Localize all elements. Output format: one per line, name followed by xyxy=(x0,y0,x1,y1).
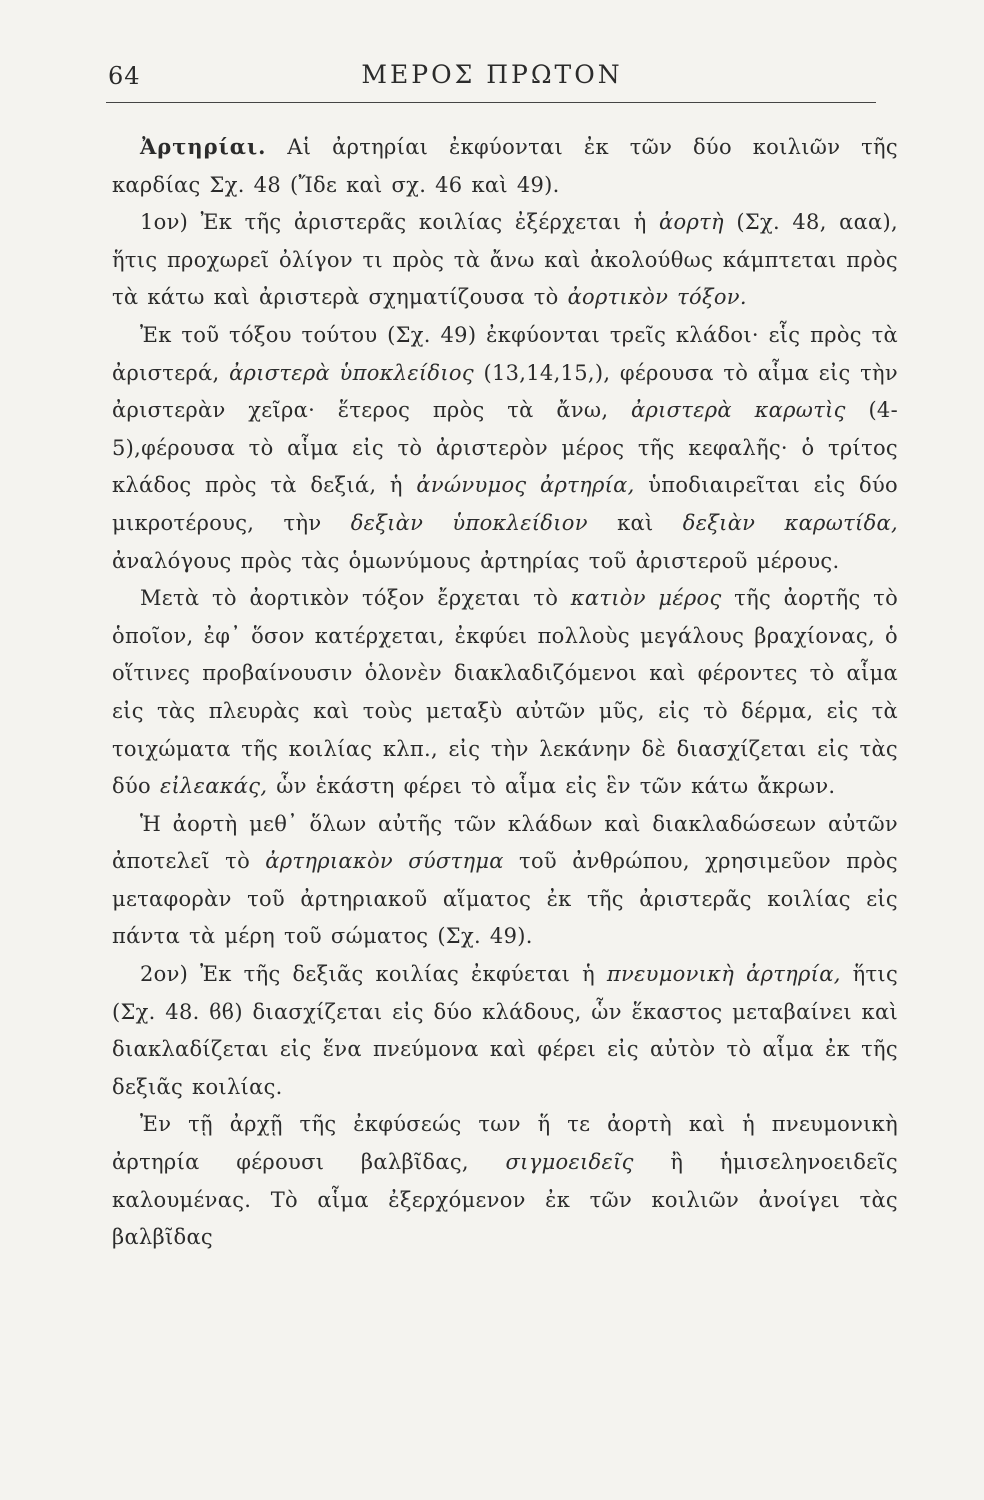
emphasis-term: ἀορτὴ xyxy=(659,210,724,235)
emphasis-term: εἰλεακάς, xyxy=(159,774,268,799)
paragraph-text: ὧν ἑκάστη φέρει τὸ αἷμα εἰς ἓν τῶν κάτω ἄκρων. xyxy=(267,774,836,799)
body-text xyxy=(112,128,898,1257)
paragraph-text: τοῦ ἀνθρώπου, χρησιμεῦον πρὸς μεταφορὰν τοῦ ἀρτηριακοῦ αἵματος ἐκ τῆς ἀριστερᾶς κοιλίας εἰς πάντα τὰ μέρη τοῦ σώματος (Σχ. 49). xyxy=(112,849,898,949)
emphasis-term: σιγμοειδεῖς xyxy=(505,1150,634,1175)
paragraph-arterial-system xyxy=(112,806,898,956)
paragraph-text: ὑποδιαιρεῖται εἰς δύο μικροτέρους, τὴν xyxy=(112,473,898,535)
header-rule xyxy=(106,102,876,103)
paragraph-text: (4-5),φέρουσα τὸ αἷμα εἰς τὸ ἀριστερὸν μέρος τῆς κεφαλῆς· ὁ τρίτος κλάδος πρὸς τὰ δεξιά, ἡ xyxy=(112,398,898,498)
page-number: 64 xyxy=(108,62,141,90)
emphasis-term: ἀριστερὰ ὑποκλείδιος xyxy=(229,360,474,385)
paragraph-text: ἢ ἡμισεληνοειδεῖς καλουμένας. Τὸ αἷμα ἐξερχόμενον ἐκ τῶν κοιλιῶν ἀνοίγει τὰς βαλβῖδας xyxy=(112,1150,898,1250)
emphasis-term: δεξιὰν ὑποκλείδιον xyxy=(350,510,588,535)
paragraph-text: ἀναλόγους πρὸς τὰς ὁμωνύμους ἀρτηρίας τοῦ ἀριστεροῦ μέρους. xyxy=(112,548,840,573)
paragraph-aorta xyxy=(112,204,898,317)
paragraph-aortic-arch xyxy=(112,317,898,580)
paragraph-descending-aorta xyxy=(112,580,898,806)
paragraph-text: Ἐν τῇ ἀρχῇ τῆς ἐκφύσεώς των ἥ τε ἀορτὴ καὶ ἡ πνευμονικὴ ἀρτηρία φέρουσι βαλβῖδας, xyxy=(112,1112,898,1175)
emphasis-term: πνευμονικὴ ἀρτηρία, xyxy=(606,962,841,987)
paragraph-valves xyxy=(112,1106,898,1256)
emphasis-term: ἀρτηριακὸν σύστημα xyxy=(265,849,504,874)
paragraph-text: 2ον) Ἐκ τῆς δεξιᾶς κοιλίας ἐκφύεται ἡ xyxy=(140,962,607,987)
section-heading: Ἀρτηρίαι. xyxy=(140,134,267,159)
paragraph-pulmonary-artery xyxy=(112,956,898,1106)
paragraph-text: Ἡ ἀορτὴ μεθ᾽ ὅλων αὐτῆς τῶν κλάδων καὶ διακλαδώσεων αὐτῶν ἀποτελεῖ τὸ xyxy=(112,811,898,874)
paragraph-arteries-intro xyxy=(112,128,898,204)
paragraph-text: τῆς ἀορτῆς τὸ ὁποῖον, ἐφ᾽ ὅσον κατέρχεται, ἐκφύει πολλοὺς μεγάλους βραχίονας, ὁ οἵτινες προβαίνουσιν ὁλονὲν διακλαδιζόμενοι καὶ φέροντες τὸ αἷμα εἰς τὰς πλευρὰς καὶ τοὺς μεταξὺ αὐτῶν μῦς, εἰς τὸ δέρμα, εἰς τὰ τοιχώματα τῆς κοιλίας κλπ., εἰς τὴν λεκάνην δὲ διασχίζεται εἰς τὰς δύο xyxy=(112,586,899,799)
paragraph-text: καὶ xyxy=(587,510,683,535)
emphasis-term: κατιὸν μέρος xyxy=(570,586,722,611)
emphasis-term: ἀνώνυμος ἀρτηρία, xyxy=(416,473,635,498)
paragraph-text: (Σχ. 48, ααα), ἥτις προχωρεῖ ὀλίγον τι πρὸς τὰ ἄνω καὶ ἀκολούθως κάμπτεται πρὸς τὰ κάτω καὶ ἀριστερὰ σχηματίζουσα τὸ xyxy=(112,210,899,310)
paragraph-text: 1ον) Ἐκ τῆς ἀριστερᾶς κοιλίας ἐξέρχεται ἡ xyxy=(140,210,660,235)
paragraph-text: Αἱ ἀρτηρίαι ἐκφύονται ἐκ τῶν δύο κοιλιῶν τῆς καρδίας Σχ. 48 (Ἴδε καὶ σχ. 46 καὶ 49). xyxy=(112,135,898,197)
emphasis-term: ἀριστερὰ καρωτὶς xyxy=(631,398,846,423)
paragraph-text: (13,14,15,), φέρουσα τὸ αἷμα εἰς τὴν ἀριστερὰν χεῖρα· ἕτερος πρὸς τὰ ἄνω, xyxy=(112,360,898,423)
emphasis-term: ἀορτικὸν τόξον. xyxy=(567,285,747,310)
paragraph-text: ἥτις (Σχ. 48. ϐϐ) διασχίζεται εἰς δύο κλάδους, ὧν ἕκαστος μεταβαίνει καὶ διακλαδίζεται εἰς ἕνα πνεύμονα καὶ φέρει εἰς αὐτὸν τὸ αἷμα ἐκ τῆς δεξιᾶς κοιλίας. xyxy=(112,962,898,1099)
paragraph-text: Ἐκ τοῦ τόξου τούτου (Σχ. 49) ἐκφύονται τρεῖς κλάδοι· εἷς πρὸς τὰ ἀριστερά, xyxy=(112,322,898,385)
emphasis-term: δεξιὰν καρωτίδα, xyxy=(682,510,898,535)
paragraph-text: Μετὰ τὸ ἀορτικὸν τόξον ἔρχεται τὸ xyxy=(140,586,571,611)
running-title: ΜΕΡΟΣ ΠΡΩΤΟΝ xyxy=(361,60,623,89)
